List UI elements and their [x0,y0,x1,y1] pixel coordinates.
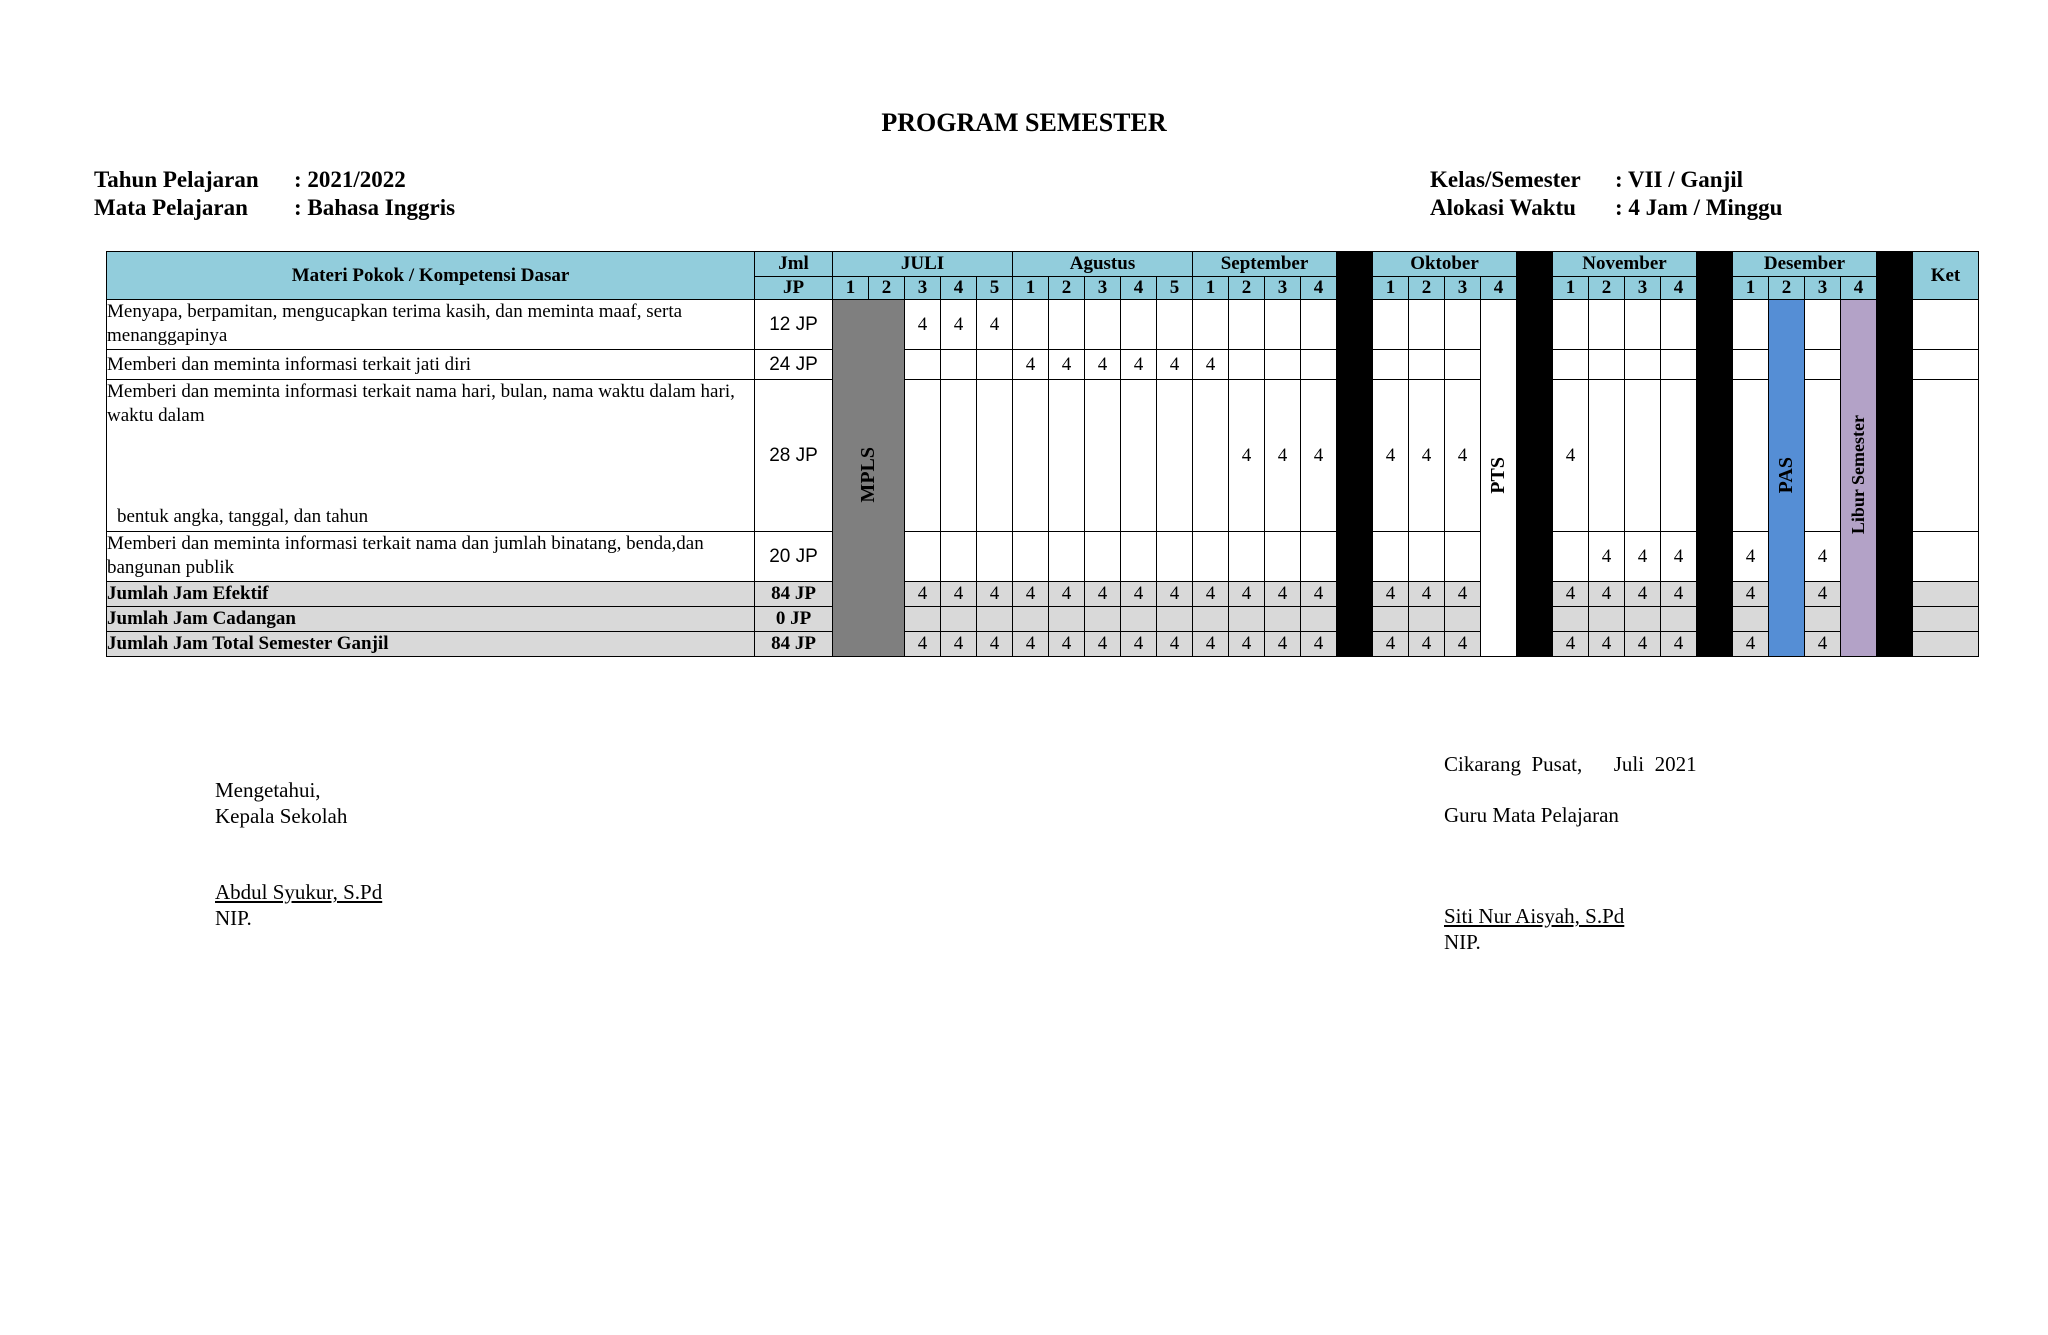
week-value: 4 [1229,380,1265,532]
week-value: 4 [1121,632,1157,657]
col-jml-header: Jml [755,252,833,277]
mapel-value: : Bahasa Inggris [294,195,456,220]
kepala-sekolah-name: Abdul Syukur, S.Pd [215,880,383,904]
week-value: 4 [1085,582,1121,607]
week-value: 4 [1121,350,1157,380]
week-num: 1 [1013,277,1049,300]
week-value: 4 [1265,582,1301,607]
kepala-sekolah-text: Kepala Sekolah [215,804,348,828]
week-num: 4 [1301,277,1337,300]
summary-label: Jumlah Jam Cadangan [107,607,755,632]
summary-label: Jumlah Jam Total Semester Ganjil [107,632,755,657]
week-value: 4 [1049,350,1085,380]
pas-block [1769,300,1805,657]
week-value: 4 [1625,532,1661,582]
week-value: 4 [1373,582,1409,607]
header-left [94,166,455,222]
week-num: 1 [1373,277,1409,300]
week-num: 3 [1265,277,1301,300]
week-value: 4 [1373,632,1409,657]
week-num: 2 [1769,277,1805,300]
summary-jp: 0 JP [755,607,833,632]
gap-column [1877,300,1913,657]
materi-text-cont: bentuk angka, tanggal, dan tahun [117,506,369,527]
week-value: 4 [1409,582,1445,607]
week-value: 4 [977,582,1013,607]
pas-label: PAS [1775,456,1797,494]
materi-text: Memberi dan meminta informasi terkait nama hari, bulan, nama waktu dalam hari, waktu dalam [107,381,735,426]
week-num: 2 [1229,277,1265,300]
week-num: 4 [1841,277,1877,300]
materi-cell: Memberi dan meminta informasi terkait jati diri [107,350,755,380]
week-num: 3 [1085,277,1121,300]
week-num: 1 [833,277,869,300]
guru-nip: NIP. [1444,930,1481,954]
libur-semester-block [1841,300,1877,657]
week-num: 3 [1805,277,1841,300]
week-value: 4 [1301,380,1337,532]
week-num: 5 [1157,277,1193,300]
week-value: 4 [1553,632,1589,657]
week-value: 4 [1589,632,1625,657]
week-value: 4 [1193,350,1229,380]
week-value: 4 [1409,380,1445,532]
week-value: 4 [1373,380,1409,532]
pts-label: PTS [1487,456,1509,494]
week-value: 4 [1157,582,1193,607]
week-value: 4 [1661,532,1697,582]
week-value: 4 [1445,582,1481,607]
week-num: 4 [1661,277,1697,300]
gap-september [1337,252,1373,300]
gap-november [1697,252,1733,300]
week-value: 4 [1445,632,1481,657]
week-value: 4 [1661,632,1697,657]
signature-right [1444,751,1697,955]
mapel-label: Mata Pelajaran [94,195,248,220]
week-value: 4 [1301,582,1337,607]
week-value: 4 [1121,582,1157,607]
week-value: 4 [1049,582,1085,607]
gap-desember [1877,252,1913,300]
week-value: 4 [1661,582,1697,607]
mpls-block [833,300,905,657]
week-num: 3 [1445,277,1481,300]
week-value: 4 [1085,632,1121,657]
materi-cell: Memberi dan meminta informasi terkait nama dan jumlah binatang, benda,dan bangunan publik [107,532,755,582]
week-value: 4 [977,632,1013,657]
week-value: 4 [1085,350,1121,380]
gap-column [1517,300,1553,657]
week-value: 4 [1265,380,1301,532]
week-value: 4 [1733,632,1769,657]
week-value: 4 [1013,582,1049,607]
gap-column [1337,300,1373,657]
alokasi-value: : 4 Jam / Minggu [1615,195,1783,220]
summary-jp: 84 JP [755,582,833,607]
week-value: 4 [977,300,1013,350]
week-value: 4 [1301,632,1337,657]
page-title: PROGRAM SEMESTER [881,108,1167,137]
week-value: 4 [1805,632,1841,657]
week-value: 4 [1013,632,1049,657]
week-value: 4 [1229,582,1265,607]
week-value: 4 [1157,350,1193,380]
week-num: 4 [1481,277,1517,300]
week-num: 5 [977,277,1013,300]
week-value: 4 [1733,532,1769,582]
week-value: 4 [941,300,977,350]
week-value: 4 [1013,350,1049,380]
week-num: 4 [1121,277,1157,300]
week-num: 4 [941,277,977,300]
month-september: September [1193,252,1337,277]
gap-oktober [1517,252,1553,300]
week-value: 4 [1805,532,1841,582]
week-value: 4 [1553,380,1589,532]
jp-cell: 20 JP [755,532,833,582]
week-num: 2 [1589,277,1625,300]
week-num: 2 [869,277,905,300]
guru-mapel-text: Guru Mata Pelajaran [1444,803,1619,827]
mpls-label: MPLS [857,447,879,503]
alokasi-label: Alokasi Waktu [1430,195,1576,220]
week-value: 4 [1553,582,1589,607]
materi-cell: Menyapa, berpamitan, mengucapkan terima kasih, dan meminta maaf, serta menanggapinya [107,300,755,350]
week-num: 3 [905,277,941,300]
header-right [1430,166,1782,222]
month-desember: Desember [1733,252,1877,277]
week-value: 4 [941,632,977,657]
tahun-label: Tahun Pelajaran [94,167,259,192]
kepala-sekolah-nip: NIP. [215,906,252,930]
week-value: 4 [1805,582,1841,607]
month-november: November [1553,252,1697,277]
jp-cell: 24 JP [755,350,833,380]
week-value: 4 [1409,632,1445,657]
month-juli: JULI [833,252,1013,277]
mengetahui-text: Mengetahui, [215,778,321,802]
signature-left [215,777,382,931]
week-value: 4 [1265,632,1301,657]
pts-block [1481,300,1517,657]
program-semester-table [106,251,1979,657]
col-materi-header: Materi Pokok / Kompetensi Dasar [107,252,755,300]
week-num: 2 [1409,277,1445,300]
week-num: 2 [1049,277,1085,300]
week-value: 4 [905,582,941,607]
week-value: 4 [1625,632,1661,657]
month-agustus: Agustus [1013,252,1193,277]
guru-name: Siti Nur Aisyah, S.Pd [1444,904,1625,928]
jp-cell: 28 JP [755,380,833,532]
kelas-label: Kelas/Semester [1430,167,1581,192]
week-value: 4 [905,632,941,657]
summary-jp: 84 JP [755,632,833,657]
week-value: 4 [1625,582,1661,607]
month-oktober: Oktober [1373,252,1517,277]
materi-cell [107,380,755,532]
week-num: 1 [1193,277,1229,300]
week-value: 4 [1589,582,1625,607]
week-num: 1 [1733,277,1769,300]
week-value: 4 [1157,632,1193,657]
summary-label: Jumlah Jam Efektif [107,582,755,607]
week-value: 4 [1193,582,1229,607]
week-value: 4 [1733,582,1769,607]
col-jp-header: JP [755,277,833,300]
week-value: 4 [941,582,977,607]
week-value: 4 [1193,632,1229,657]
tahun-value: : 2021/2022 [294,167,406,192]
gap-column [1697,300,1733,657]
table-row [107,300,1979,350]
kelas-value: : VII / Ganjil [1615,167,1744,192]
week-num: 1 [1553,277,1589,300]
jp-cell: 12 JP [755,300,833,350]
libur-label: Libur Semester [1848,415,1868,535]
week-value: 4 [1049,632,1085,657]
week-value: 4 [1445,380,1481,532]
week-num: 3 [1625,277,1661,300]
week-value: 4 [905,300,941,350]
week-value: 4 [1589,532,1625,582]
place-date-text: Cikarang Pusat, Juli 2021 [1444,752,1697,776]
col-ket-header: Ket [1913,252,1979,300]
week-value: 4 [1229,632,1265,657]
